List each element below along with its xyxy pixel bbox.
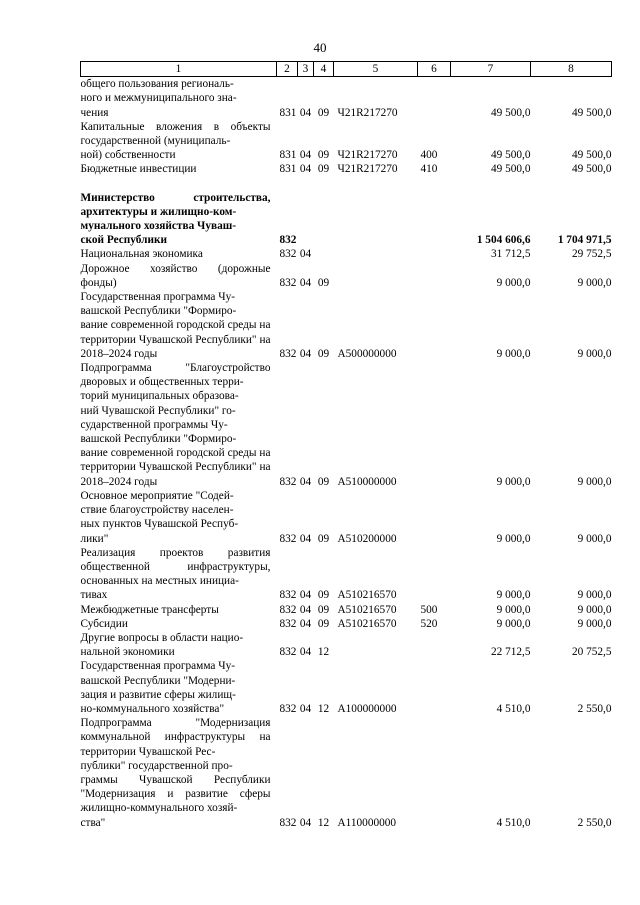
- amount-year-1: 4 510,0: [496, 702, 531, 715]
- row-name: Национальная экономика: [80, 248, 203, 261]
- code-subsection: 09: [317, 106, 330, 119]
- amount-year-1: 9 000,0: [496, 475, 531, 488]
- code-subsection: 12: [317, 816, 330, 829]
- code-section: [298, 177, 314, 248]
- code-section: 04: [299, 617, 312, 630]
- code-subsection: 09: [317, 589, 330, 602]
- table-row: [81, 603, 612, 617]
- code-ministry: 832: [279, 234, 297, 247]
- amount-year-1: 9 000,0: [496, 532, 531, 545]
- amount-year-1: 31 712,5: [490, 248, 531, 261]
- code-target: А500000000: [337, 347, 397, 360]
- code-ministry: 832: [279, 646, 297, 659]
- code-subsection: 12: [317, 646, 330, 659]
- code-target: А510216570: [337, 617, 397, 630]
- table-row: [81, 617, 612, 631]
- header-col-7: 7: [451, 62, 531, 77]
- row-name: Подпрограмма "Благоустройство дворовых и общественных терри- торий муниципальных образова- ний Чувашской Республики" го- сударственной программы Чу- вашской Республики "Формиро- вание современной городской среды на территории Чувашской Республики" на 2018–2024 годы: [80, 362, 271, 488]
- amount-year-2: 2 550,0: [577, 702, 612, 715]
- amount-year-1: 9 000,0: [496, 589, 531, 602]
- amount-year-2: 1 704 971,5: [557, 234, 612, 247]
- table-row: [81, 489, 612, 546]
- code-expense-type: 500: [420, 603, 438, 616]
- code-ministry: 832: [279, 347, 297, 360]
- table-row: [81, 361, 612, 489]
- row-name: Межбюджетные трансферты: [80, 603, 219, 616]
- amount-year-1: 9 000,0: [496, 347, 531, 360]
- code-section: 04: [299, 475, 312, 488]
- amount-year-2: 2 550,0: [577, 816, 612, 829]
- code-subsection: [314, 247, 334, 261]
- code-expense-type: [418, 489, 451, 546]
- code-expense-type: [418, 77, 451, 120]
- header-col-1: 1: [81, 62, 277, 77]
- row-name: Подпрограмма "Модернизация коммунальной инфраструктуры на территории Чувашской Рес- публики" государственной про- граммы Чувашской Республики "Модернизация и развитие сферы жилищно-коммунального хозяй- ства": [80, 717, 271, 829]
- code-ministry: 831: [279, 149, 297, 162]
- amount-year-2: 9 000,0: [577, 475, 612, 488]
- header-col-3: 3: [298, 62, 314, 77]
- row-name: Государственная программа Чу- вашской Республики "Формиро- вание современной городской среды на территории Чувашской Республики" на 2018–2024 годы: [80, 291, 271, 360]
- amount-year-2: 49 500,0: [571, 149, 612, 162]
- code-target: [334, 247, 418, 261]
- code-ministry: 832: [279, 276, 297, 289]
- code-target: А510200000: [337, 532, 397, 545]
- amount-year-1: 4 510,0: [496, 816, 531, 829]
- amount-year-2: 49 500,0: [571, 163, 612, 176]
- amount-year-2: 49 500,0: [571, 106, 612, 119]
- code-expense-type: [418, 177, 451, 248]
- budget-table: [80, 61, 612, 830]
- code-target: [334, 177, 418, 248]
- page-number: 40: [313, 40, 327, 55]
- amount-year-2: 9 000,0: [577, 347, 612, 360]
- code-target: [334, 631, 418, 659]
- header-row: [81, 62, 612, 77]
- table-row: [81, 162, 612, 176]
- code-target: А510216570: [337, 589, 397, 602]
- code-expense-type: [418, 631, 451, 659]
- amount-year-2: 29 752,5: [571, 248, 612, 261]
- table-row: [81, 120, 612, 163]
- code-ministry: 831: [279, 106, 297, 119]
- row-name: Капитальные вложения в объекты государственной (муниципаль- ной) собственности: [80, 120, 271, 162]
- code-section: 04: [299, 702, 312, 715]
- amount-year-1: 49 500,0: [490, 106, 531, 119]
- code-ministry: 832: [279, 702, 297, 715]
- amount-year-1: 22 712,5: [490, 646, 531, 659]
- code-subsection: 09: [317, 603, 330, 616]
- header-col-2: 2: [277, 62, 298, 77]
- code-section: 04: [299, 589, 312, 602]
- code-target: Ч21R217270: [337, 106, 398, 119]
- code-section: 04: [299, 603, 312, 616]
- row-name: Бюджетные инвестиции: [80, 163, 197, 176]
- code-expense-type: [418, 546, 451, 603]
- amount-year-2: 9 000,0: [577, 276, 612, 289]
- table-row: [81, 631, 612, 659]
- code-ministry: 831: [279, 163, 297, 176]
- code-subsection: 09: [317, 347, 330, 360]
- table-row: [81, 546, 612, 603]
- code-ministry: 832: [279, 589, 297, 602]
- row-name: Другие вопросы в области нацио- нальной экономики: [80, 631, 244, 659]
- code-target: А110000000: [337, 816, 397, 829]
- code-subsection: 09: [317, 163, 330, 176]
- code-target: А100000000: [337, 702, 397, 715]
- table-row: [81, 247, 612, 261]
- header-col-4: 4: [314, 62, 334, 77]
- amount-year-2: 9 000,0: [577, 617, 612, 630]
- header-col-6: 6: [418, 62, 451, 77]
- amount-year-1: 9 000,0: [496, 603, 531, 616]
- amount-year-1: 1 504 606,6: [476, 234, 531, 247]
- code-ministry: 832: [279, 475, 297, 488]
- row-name: Министерство строительства, архитектуры и жилищно-ком- мунального хозяйства Чуваш- ской Республики: [80, 191, 271, 247]
- amount-year-1: 9 000,0: [496, 617, 531, 630]
- code-expense-type: 520: [420, 617, 438, 630]
- code-subsection: 09: [317, 532, 330, 545]
- amount-year-2: 9 000,0: [577, 603, 612, 616]
- row-name: Дорожное хозяйство (дорожные фонды): [80, 262, 271, 289]
- code-ministry: 832: [279, 248, 297, 261]
- code-ministry: 832: [279, 816, 297, 829]
- row-name: Субсидии: [80, 617, 128, 630]
- code-expense-type: [418, 361, 451, 489]
- code-ministry: 832: [279, 603, 297, 616]
- code-section: 04: [299, 646, 312, 659]
- code-section: 04: [299, 816, 312, 829]
- amount-year-1: 49 500,0: [490, 163, 531, 176]
- table-row: [81, 77, 612, 120]
- code-expense-type: [418, 290, 451, 361]
- row-name: Государственная программа Чу- вашской Республики "Модерни- зация и развитие сферы жилищ- но-коммунального хозяйства": [80, 660, 236, 715]
- code-subsection: 09: [317, 149, 330, 162]
- table-body: [81, 77, 612, 830]
- code-subsection: 09: [317, 475, 330, 488]
- code-expense-type: 410: [420, 163, 438, 176]
- amount-year-2: 9 000,0: [577, 589, 612, 602]
- code-expense-type: [418, 716, 451, 830]
- code-section: 04: [299, 248, 312, 261]
- code-target: Ч21R217270: [337, 163, 398, 176]
- code-section: 04: [299, 163, 312, 176]
- code-expense-type: [418, 659, 451, 716]
- table-row: [81, 177, 612, 248]
- code-expense-type: [418, 247, 451, 261]
- code-ministry: 832: [279, 532, 297, 545]
- code-section: 04: [299, 106, 312, 119]
- code-target: [334, 262, 418, 290]
- code-expense-type: [418, 262, 451, 290]
- amount-year-1: 9 000,0: [496, 276, 531, 289]
- row-name: общего пользования региональ- ного и межмуниципального зна- чения: [80, 78, 237, 119]
- table-row: [81, 262, 612, 290]
- row-name: Основное мероприятие "Содей- ствие благоустройству населен- ных пунктов Чувашской Респуб- лики": [80, 489, 239, 545]
- code-subsection: 09: [317, 276, 330, 289]
- header-col-5: 5: [334, 62, 418, 77]
- code-section: 04: [299, 149, 312, 162]
- code-target: А510000000: [337, 475, 397, 488]
- code-target: А510216570: [337, 603, 397, 616]
- code-subsection: [314, 177, 334, 248]
- amount-year-2: 9 000,0: [577, 532, 612, 545]
- code-expense-type: 400: [420, 149, 438, 162]
- row-name: Реализация проектов развития общественной инфраструктуры, основанных на местных инициа- тивах: [80, 546, 271, 602]
- code-ministry: 832: [279, 617, 297, 630]
- code-target: Ч21R217270: [337, 149, 398, 162]
- amount-year-1: 49 500,0: [490, 149, 531, 162]
- table-row: [81, 716, 612, 830]
- table-row: [81, 659, 612, 716]
- code-subsection: 12: [317, 702, 330, 715]
- header-col-8: 8: [531, 62, 612, 77]
- code-section: 04: [299, 276, 312, 289]
- code-section: 04: [299, 532, 312, 545]
- table-row: [81, 290, 612, 361]
- code-section: 04: [299, 347, 312, 360]
- code-subsection: 09: [317, 617, 330, 630]
- amount-year-2: 20 752,5: [571, 646, 612, 659]
